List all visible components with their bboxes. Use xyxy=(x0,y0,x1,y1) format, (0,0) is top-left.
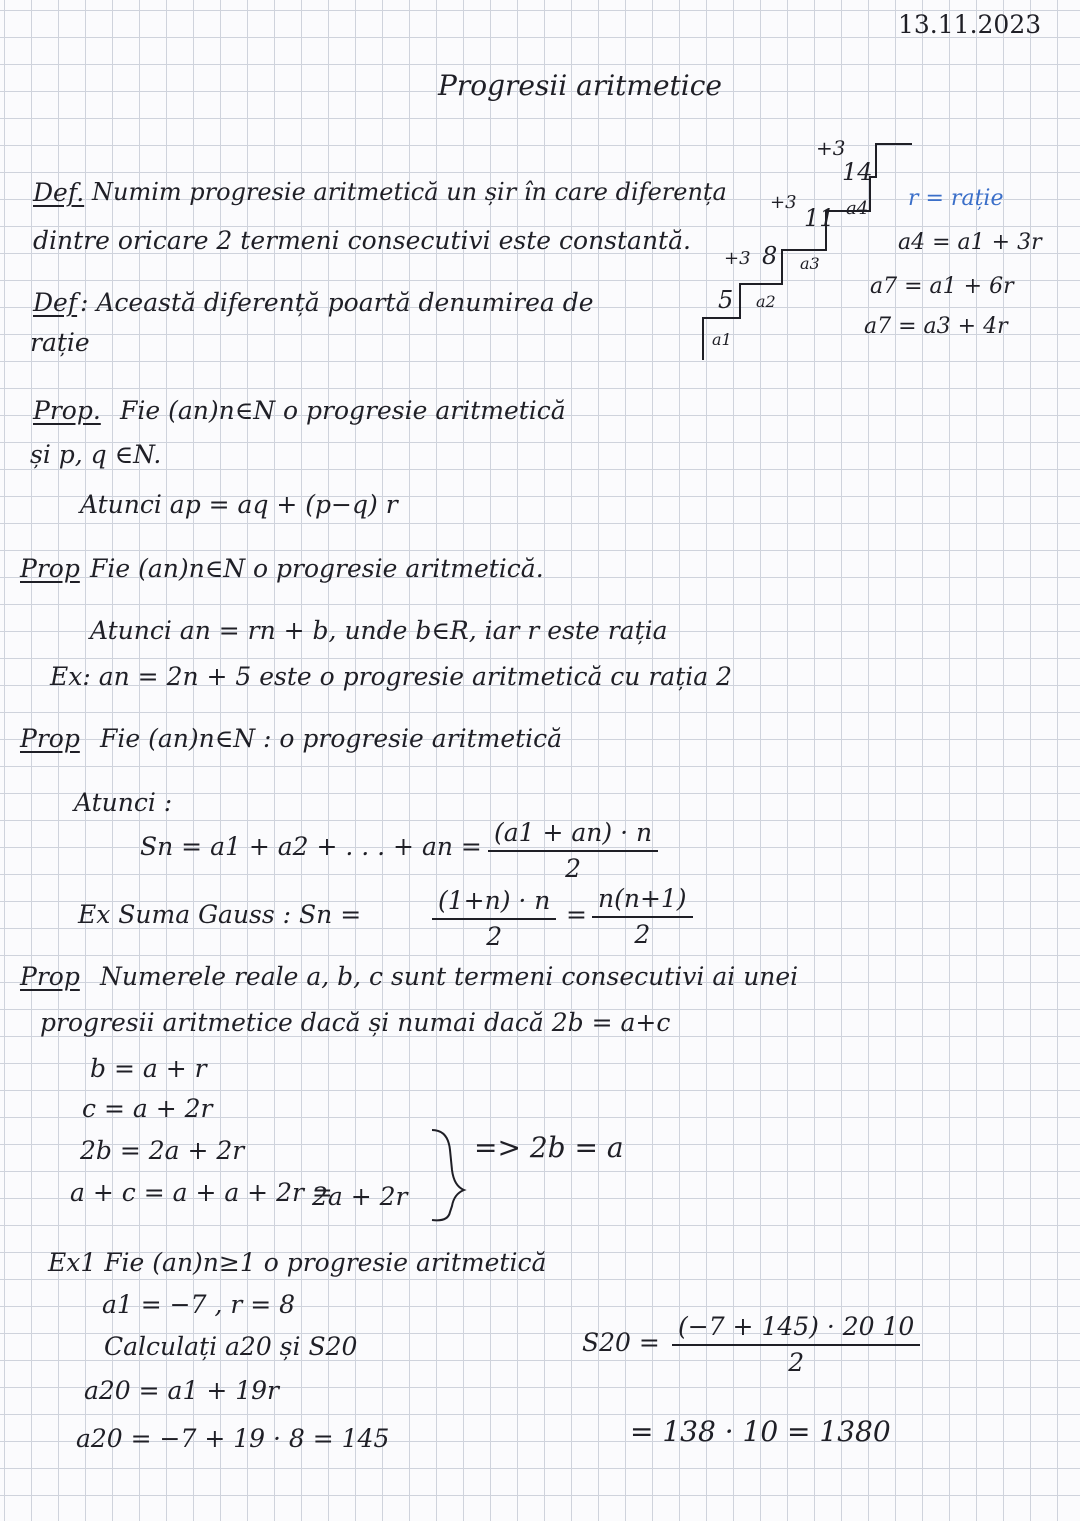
gauss-sum-lhs: Ex Suma Gauss : Sn = xyxy=(78,900,362,929)
prop2-label: Prop xyxy=(20,554,80,583)
term-a2: a2 xyxy=(756,292,776,311)
def2-line1: : Această diferență poartă denumirea de xyxy=(80,288,594,317)
prop3-label: Prop xyxy=(20,724,80,753)
example1-line5: a20 = −7 + 19 · 8 = 145 xyxy=(76,1424,390,1453)
increment-2: +3 xyxy=(770,192,797,213)
ratio-note: r = rație xyxy=(908,186,1004,211)
step-value-2: 8 xyxy=(762,242,778,270)
gauss-numerator-2: n(n+1) xyxy=(592,884,693,918)
staircase-formula-1: a4 = a1 + 3r xyxy=(898,230,1042,255)
sum-formula-lhs: Sn = a1 + a2 + . . . + an = xyxy=(140,832,482,861)
gauss-numerator-1: (1+n) · n xyxy=(432,886,556,920)
def1-line2: dintre oricare 2 termeni consecutivi este constantă. xyxy=(33,226,691,255)
staircase-formula-2: a7 = a1 + 6r xyxy=(870,274,1014,299)
term-a3: a3 xyxy=(800,254,820,273)
prop4-line2: progresii aritmetice dacă și numai dacă 2b = a+c xyxy=(40,1008,671,1037)
prop1-line1: Fie (an)n∈N o progresie aritmetică xyxy=(120,396,566,425)
term-a4: a4 xyxy=(846,198,869,219)
staircase-formula-3: a7 = a3 + 4r xyxy=(864,314,1008,339)
page-title: Progresii aritmetice xyxy=(438,69,723,102)
prop1-line2: și p, q ∈N. xyxy=(30,440,162,469)
date: 13.11.2023 xyxy=(898,10,1042,39)
def1-line1: Numim progresie aritmetică un șir în care diferența xyxy=(92,178,727,206)
def2-line2: rație xyxy=(30,328,90,357)
prop2-line1: Fie (an)n∈N o progresie aritmetică. xyxy=(90,554,544,583)
example1-line2: a1 = −7 , r = 8 xyxy=(102,1290,296,1319)
s20-result: = 138 · 10 = 1380 xyxy=(630,1415,891,1448)
prop4-eq4-result: 2a + 2r xyxy=(312,1182,408,1211)
def1-label: Def. xyxy=(33,178,85,207)
example1-line3: Calculați a20 și S20 xyxy=(104,1332,358,1361)
prop4-eq3: 2b = 2a + 2r xyxy=(80,1136,245,1165)
step-value-4: 14 xyxy=(842,158,873,186)
s20-numerator: (−7 + 145) · 20 10 xyxy=(672,1312,920,1346)
term-a1: a1 xyxy=(712,330,732,349)
prop3-line2: Atunci : xyxy=(74,788,173,817)
example1-line4: a20 = a1 + 19r xyxy=(84,1376,279,1405)
prop4-eq2: c = a + 2r xyxy=(82,1094,213,1123)
increment-1: +3 xyxy=(724,248,751,269)
s20-fraction xyxy=(672,1312,920,1378)
prop4-eq4: a + c = a + a + 2r = xyxy=(70,1178,333,1207)
prop2-example: Ex: an = 2n + 5 este o progresie aritmetică cu rația 2 xyxy=(50,662,732,691)
gauss-denominator-2: 2 xyxy=(634,920,651,949)
prop1-line3: Atunci ap = aq + (p−q) r xyxy=(80,490,398,519)
prop4-line1: Numerele reale a, b, c sunt termeni consecutivi ai unei xyxy=(100,962,799,991)
gauss-denominator-1: 2 xyxy=(486,922,503,951)
prop3-line1: Fie (an)n∈N : o progresie aritmetică xyxy=(100,724,563,753)
def2-label: Def xyxy=(33,288,78,317)
s20-denominator: 2 xyxy=(788,1348,805,1377)
sum-formula-numerator: (a1 + an) · n xyxy=(488,818,658,852)
s20-lhs: S20 = xyxy=(582,1328,660,1357)
step-value-1: 5 xyxy=(718,286,734,314)
prop4-eq1: b = a + r xyxy=(90,1054,207,1083)
gauss-equals: = xyxy=(566,900,587,929)
step-value-3: 11 xyxy=(804,204,835,232)
prop4-conclusion: => 2b = a xyxy=(474,1131,624,1164)
example1-line1: Ex1 Fie (an)n≥1 o progresie aritmetică xyxy=(48,1248,547,1277)
prop4-label: Prop xyxy=(20,962,80,991)
prop2-line2: Atunci an = rn + b, unde b∈R, iar r este rația xyxy=(90,616,668,645)
sum-formula-denominator: 2 xyxy=(565,854,581,883)
prop1-label: Prop. xyxy=(33,396,101,425)
increment-3: +3 xyxy=(816,136,846,160)
